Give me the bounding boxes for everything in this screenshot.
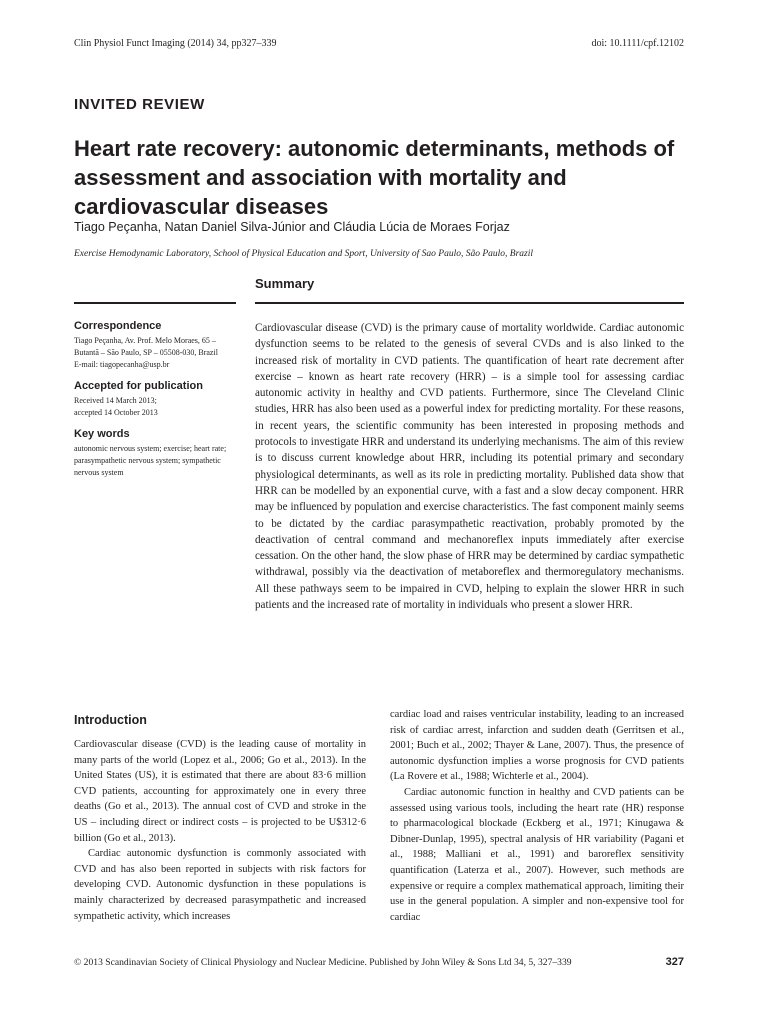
- body-paragraph: Cardiovascular disease (CVD) is the leading cause of mortality in many parts of the world (Lopez et al., 2006; Go et al., 2013). In the United States (US), it is estimated that there are about 83·6 million CVD patients, accounting for approximately one in every three deaths (Go et al., 2013). The annual cost of CVD and stroke in the US – including direct or indirect costs – is projected to be U$312·6 billion (Go et al., 2013).: [74, 739, 366, 844]
- accepted-heading: Accepted for publication: [74, 380, 203, 392]
- copyright-notice: © 2013 Scandinavian Society of Clinical Physiology and Nuclear Medicine. Published by John Wiley & Sons Ltd 34, 5, 327–339: [74, 957, 572, 968]
- summary-text: Cardiovascular disease (CVD) is the primary cause of mortality worldwide. Cardiac autonomic dysfunction seems to be related to the genesis of several CVDs and is also linked to the increased risk of mortality in CVD patients. The quantification of heart rate decrement after exercise – known as heart rate recovery (HRR) – is a simple tool for assessing cardiac autonomic activity in healthy and CVD patients. Furthermore, since The Cleveland Clinic studies, HRR has also been used as a powerful index for predicting mortality. For these reasons, in recent years, the scientific community has been interested in proposing methods and protocols to investigate HRR and understand its underlying mechanisms. The aim of this review is to discuss current knowledge about HRR, including its potential primary and secondary physiological determinants, as well as its role in predicting mortality. Published data show that HRR can be modelled by an exponential curve, with a fast and a slow decay component. HRR may be influenced by population and exercise characteristics. The fast component mainly seems to be dictated by the cardiac parasympathetic reactivation, probably promoted by the deactivation of central command and mechanoreflex inputs immediately after exercise cessation. On the other hand, the slow phase of HRR may be determined by cardiac sympathetic withdrawal, possibly via the deactivation of metaboreflex and thermoregulatory mechanisms. All these pathways seem to be impaired in CVD, helping to explain the slower HRR in such patients and the increased rate of mortality in individuals who present a slower HRR.: [255, 322, 684, 612]
- introduction-heading: Introduction: [74, 713, 147, 727]
- body-paragraph: cardiac load and raises ventricular instability, leading to an increased risk of cardiac arrest, infarction and sudden death (Gerritsen et al., 2001; Buch et al., 2002; Thayer & Lane, 2007). Thus, the presence of autonomic dysfunction implies a worse prognosis for CVD patients (La Rovere et al., 1988; Wichterle et al., 2004).: [390, 709, 684, 783]
- author-list: Tiago Peçanha, Natan Daniel Silva-Júnior and Cláudia Lúcia de Moraes Forjaz: [74, 220, 510, 234]
- summary-divider: [255, 302, 684, 304]
- doi: doi: 10.1111/cpf.12102: [591, 38, 684, 49]
- article-title: Heart rate recovery: autonomic determinants, methods of assessment and association with mortality and cardiovascular diseases: [74, 136, 675, 219]
- accepted-date: accepted 14 October 2013: [74, 408, 158, 417]
- body-paragraph: Cardiac autonomic function in healthy and CVD patients can be assessed using various tools, including the heart rate (HR) response to pharmacological blockade (Eckberg et al., 1971; Kinugawa & Dibner-Dunlap, 1995), spectral analysis of HR variability (Pagani et al., 1988; Malliani et al., 1991) and baroreflex sensitivity quantification (Laterza et al., 2007). However, such methods are expensive or require a complex mathematical approach, limiting their use in the general population. A simpler and non-expensive tool for cardiac: [390, 786, 684, 923]
- correspondence-line: Butantã – São Paulo, SP – 05508-030, Brazil: [74, 348, 218, 357]
- correspondence-line: Tiago Peçanha, Av. Prof. Melo Moraes, 65 –: [74, 336, 216, 345]
- affiliation: Exercise Hemodynamic Laboratory, School of Physical Education and Sport, University of Sao Paulo, São Paulo, Brazil: [74, 249, 534, 259]
- received-date: Received 14 March 2013;: [74, 396, 157, 405]
- body-column-right: [390, 707, 684, 925]
- journal-citation: Clin Physiol Funct Imaging (2014) 34, pp327–339: [74, 38, 277, 49]
- sidebar-divider: [74, 302, 236, 304]
- keywords-line: autonomic nervous system; exercise; heart rate;: [74, 444, 227, 453]
- correspondence-details: [74, 335, 244, 371]
- body-paragraph: Cardiac autonomic dysfunction is commonly associated with CVD and has also been reported in subjects with risk factors for developing CVD. Autonomic dysfunction in these populations is mainly characterized by decreased parasympathetic and increased sympathetic activity, which increases: [74, 848, 366, 922]
- keywords-line: parasympathetic nervous system; sympathetic: [74, 456, 221, 465]
- article-type-label: INVITED REVIEW: [74, 96, 205, 113]
- keywords-line: nervous system: [74, 468, 124, 477]
- body-column-left: [74, 713, 366, 924]
- keywords-heading: Key words: [74, 428, 130, 440]
- accepted-details: [74, 395, 244, 419]
- correspondence-email[interactable]: E-mail: tiagopecanha@usp.br: [74, 360, 170, 369]
- keywords-list: [74, 443, 244, 479]
- correspondence-heading: Correspondence: [74, 320, 162, 332]
- article-sidebar: [74, 320, 244, 488]
- summary-heading: Summary: [255, 276, 315, 291]
- page-number: 327: [665, 956, 684, 968]
